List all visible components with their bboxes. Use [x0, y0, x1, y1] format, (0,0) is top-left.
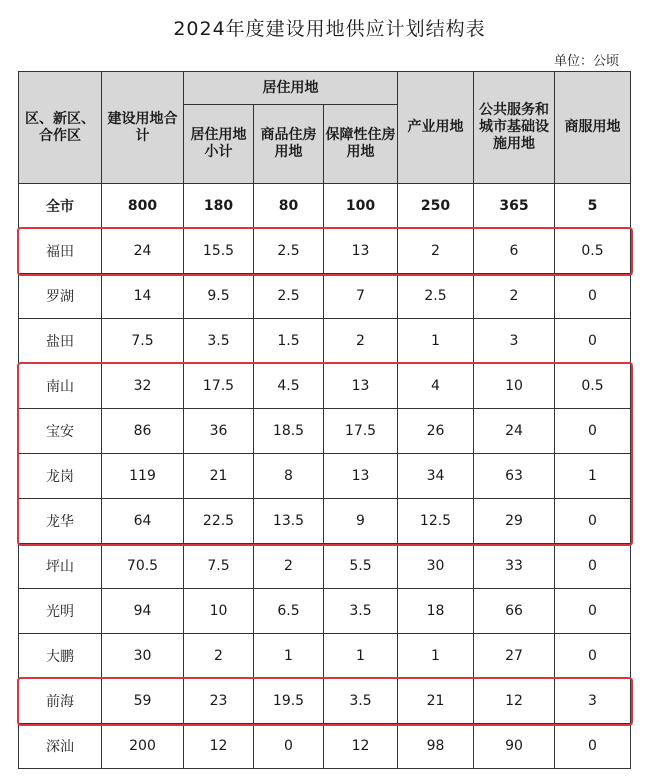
value-cell: 34: [398, 454, 474, 499]
unit-label: 单位：公顷: [553, 54, 619, 69]
table-row: [19, 409, 631, 454]
value-cell: 18.5: [254, 409, 324, 454]
table-row-total: [19, 184, 631, 229]
value-cell: 13: [324, 454, 398, 499]
district-cell: 盐田: [19, 319, 102, 364]
value-cell: 27: [474, 634, 555, 679]
value-cell: 9: [324, 499, 398, 544]
value-cell: 5: [555, 184, 631, 229]
table-row: [19, 679, 631, 724]
header-residential-group: 居住用地: [184, 72, 398, 105]
district-cell: 前海: [19, 679, 102, 724]
table-row: [19, 229, 631, 274]
value-cell: 0: [555, 544, 631, 589]
value-cell: 29: [474, 499, 555, 544]
value-cell: 90: [474, 724, 555, 769]
table-row: [19, 499, 631, 544]
value-cell: 10: [184, 589, 254, 634]
value-cell: 0: [254, 724, 324, 769]
land-supply-table: [18, 71, 631, 769]
value-cell: 1: [555, 454, 631, 499]
value-cell: 12: [474, 679, 555, 724]
value-cell: 24: [474, 409, 555, 454]
value-cell: 0: [555, 319, 631, 364]
value-cell: 21: [184, 454, 254, 499]
value-cell: 7.5: [184, 544, 254, 589]
value-cell: 4: [398, 364, 474, 409]
header-commercial-service: 商服用地: [555, 72, 631, 184]
value-cell: 66: [474, 589, 555, 634]
value-cell: 30: [102, 634, 184, 679]
value-cell: 0: [555, 274, 631, 319]
value-cell: 59: [102, 679, 184, 724]
header-industrial: 产业用地: [398, 72, 474, 184]
value-cell: 180: [184, 184, 254, 229]
district-cell: 福田: [19, 229, 102, 274]
header-residential-subtotal: 居住用地小计: [184, 105, 254, 184]
value-cell: 0: [555, 499, 631, 544]
district-cell: 龙岗: [19, 454, 102, 499]
value-cell: 365: [474, 184, 555, 229]
value-cell: 2: [184, 634, 254, 679]
value-cell: 2.5: [398, 274, 474, 319]
table-row: [19, 589, 631, 634]
value-cell: 9.5: [184, 274, 254, 319]
value-cell: 800: [102, 184, 184, 229]
value-cell: 3.5: [184, 319, 254, 364]
value-cell: 12.5: [398, 499, 474, 544]
value-cell: 13: [324, 364, 398, 409]
table-row: [19, 319, 631, 364]
value-cell: 4.5: [254, 364, 324, 409]
value-cell: 6.5: [254, 589, 324, 634]
table-row: [19, 274, 631, 319]
value-cell: 5.5: [324, 544, 398, 589]
district-cell: 龙华: [19, 499, 102, 544]
value-cell: 0.5: [555, 229, 631, 274]
value-cell: 24: [102, 229, 184, 274]
value-cell: 15.5: [184, 229, 254, 274]
value-cell: 2: [398, 229, 474, 274]
value-cell: 3: [555, 679, 631, 724]
value-cell: 33: [474, 544, 555, 589]
value-cell: 21: [398, 679, 474, 724]
value-cell: 2.5: [254, 229, 324, 274]
value-cell: 32: [102, 364, 184, 409]
value-cell: 2.5: [254, 274, 324, 319]
value-cell: 3.5: [324, 589, 398, 634]
value-cell: 86: [102, 409, 184, 454]
header-affordable-housing: 保障性住房用地: [324, 105, 398, 184]
value-cell: 1: [324, 634, 398, 679]
value-cell: 2: [474, 274, 555, 319]
value-cell: 100: [324, 184, 398, 229]
value-cell: 10: [474, 364, 555, 409]
value-cell: 19.5: [254, 679, 324, 724]
value-cell: 94: [102, 589, 184, 634]
value-cell: 2: [254, 544, 324, 589]
value-cell: 7.5: [102, 319, 184, 364]
value-cell: 13.5: [254, 499, 324, 544]
value-cell: 30: [398, 544, 474, 589]
value-cell: 7: [324, 274, 398, 319]
value-cell: 0: [555, 409, 631, 454]
header-commercial-housing: 商品住房用地: [254, 105, 324, 184]
value-cell: 1: [254, 634, 324, 679]
value-cell: 13: [324, 229, 398, 274]
value-cell: 26: [398, 409, 474, 454]
value-cell: 63: [474, 454, 555, 499]
district-cell: 光明: [19, 589, 102, 634]
value-cell: 17.5: [324, 409, 398, 454]
value-cell: 2: [324, 319, 398, 364]
value-cell: 12: [184, 724, 254, 769]
district-cell: 深汕: [19, 724, 102, 769]
header-district: 区、新区、合作区: [19, 72, 102, 184]
value-cell: 18: [398, 589, 474, 634]
value-cell: 12: [324, 724, 398, 769]
value-cell: 80: [254, 184, 324, 229]
value-cell: 0: [555, 589, 631, 634]
value-cell: 23: [184, 679, 254, 724]
value-cell: 1: [398, 319, 474, 364]
district-cell: 南山: [19, 364, 102, 409]
value-cell: 6: [474, 229, 555, 274]
value-cell: 3: [474, 319, 555, 364]
header-total: 建设用地合计: [102, 72, 184, 184]
value-cell: 8: [254, 454, 324, 499]
table-row: [19, 454, 631, 499]
district-cell: 全市: [19, 184, 102, 229]
page-title: 2024年度建设用地供应计划结构表: [173, 18, 486, 40]
value-cell: 0.5: [555, 364, 631, 409]
value-cell: 70.5: [102, 544, 184, 589]
district-cell: 坪山: [19, 544, 102, 589]
value-cell: 98: [398, 724, 474, 769]
value-cell: 36: [184, 409, 254, 454]
value-cell: 17.5: [184, 364, 254, 409]
value-cell: 1: [398, 634, 474, 679]
value-cell: 1.5: [254, 319, 324, 364]
table-row: [19, 544, 631, 589]
value-cell: 200: [102, 724, 184, 769]
value-cell: 250: [398, 184, 474, 229]
table-row: [19, 364, 631, 409]
value-cell: 14: [102, 274, 184, 319]
district-cell: 宝安: [19, 409, 102, 454]
value-cell: 0: [555, 724, 631, 769]
table-row: [19, 634, 631, 679]
table-body: [19, 184, 631, 769]
value-cell: 0: [555, 634, 631, 679]
value-cell: 119: [102, 454, 184, 499]
value-cell: 64: [102, 499, 184, 544]
district-cell: 大鹏: [19, 634, 102, 679]
value-cell: 3.5: [324, 679, 398, 724]
district-cell: 罗湖: [19, 274, 102, 319]
table-row: [19, 724, 631, 769]
value-cell: 22.5: [184, 499, 254, 544]
header-public-service: 公共服务和城市基础设施用地: [474, 72, 555, 184]
